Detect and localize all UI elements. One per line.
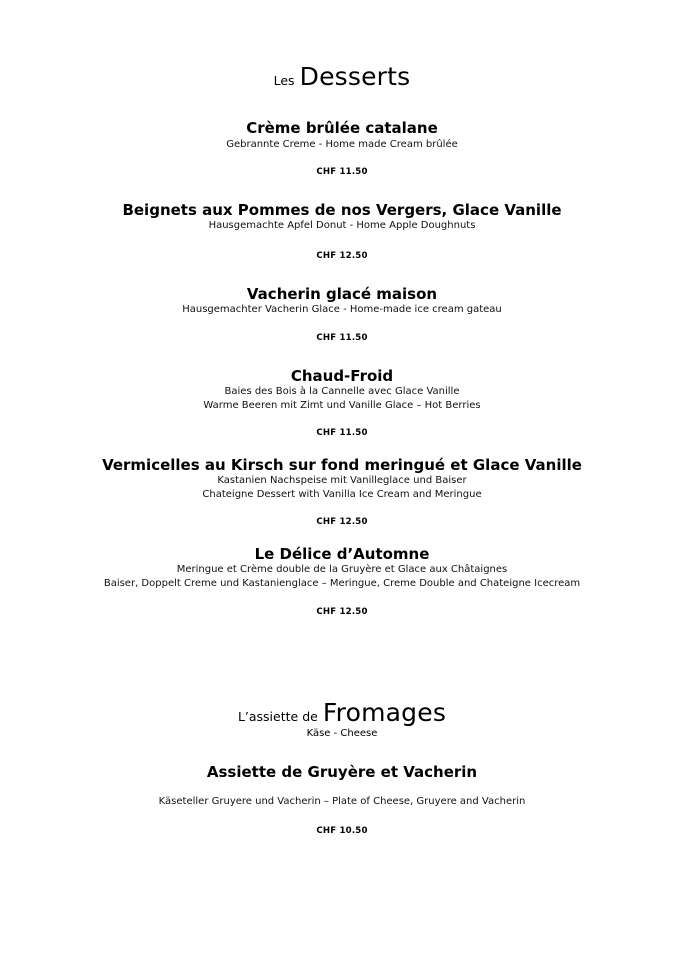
cheese-heading xyxy=(0,700,684,725)
dish-description: Chateigne Dessert with Vanilla Ice Cream and Meringue xyxy=(202,489,482,500)
dish-title: Assiette de Gruyère et Vacherin xyxy=(206,763,478,781)
dish-price: CHF 11.50 xyxy=(316,167,368,177)
dish-description: Kastanien Nachspeise mit Vanilleglace und Baiser xyxy=(217,475,467,486)
dish-description: Meringue et Crème double de la Gruyère et Glace aux Châtaignes xyxy=(176,564,508,575)
dish-description: Baies des Bois à la Cannelle avec Glace Vanille xyxy=(224,386,460,397)
dish-price: CHF 12.50 xyxy=(316,517,368,527)
desserts-heading-main: Desserts xyxy=(299,62,411,91)
dish-description: Hausgemachter Vacherin Glace - Home-made ice cream gateau xyxy=(182,304,502,315)
cheese-heading-main: Fromages xyxy=(322,698,447,727)
dish-price: CHF 11.50 xyxy=(316,333,368,343)
dish-title: Crème brûlée catalane xyxy=(246,119,438,137)
dish-description: Käseteller Gruyere und Vacherin – Plate of Cheese, Gruyere and Vacherin xyxy=(158,796,526,807)
dish-title: Beignets aux Pommes de nos Vergers, Glace Vanille xyxy=(122,201,562,219)
dish-price: CHF 12.50 xyxy=(316,607,368,617)
dish-description: Warme Beeren mit Zimt und Vanille Glace – Hot Berries xyxy=(203,400,481,411)
dish-description: Gebrannte Creme - Home made Cream brûlée xyxy=(226,139,458,150)
desserts-heading xyxy=(0,64,684,89)
desserts-heading-prefix: Les xyxy=(273,73,295,88)
dish-title: Vacherin glacé maison xyxy=(246,285,438,303)
dish-description: Hausgemachte Apfel Donut - Home Apple Doughnuts xyxy=(208,220,476,231)
dish-title: Vermicelles au Kirsch sur fond meringué et Glace Vanille xyxy=(102,456,582,474)
dish-description: Baiser, Doppelt Creme und Kastanienglace – Meringue, Creme Double and Chateigne Icecream xyxy=(103,578,581,589)
dish-title: Chaud-Froid xyxy=(290,367,394,385)
dish-price: CHF 12.50 xyxy=(316,251,368,261)
cheese-heading-prefix: L’assiette de xyxy=(237,709,318,724)
dish-price: CHF 10.50 xyxy=(316,826,368,836)
dish-price: CHF 11.50 xyxy=(316,428,368,438)
cheese-subtitle: Käse - Cheese xyxy=(306,728,378,739)
dish-title: Le Délice d’Automne xyxy=(254,545,430,563)
